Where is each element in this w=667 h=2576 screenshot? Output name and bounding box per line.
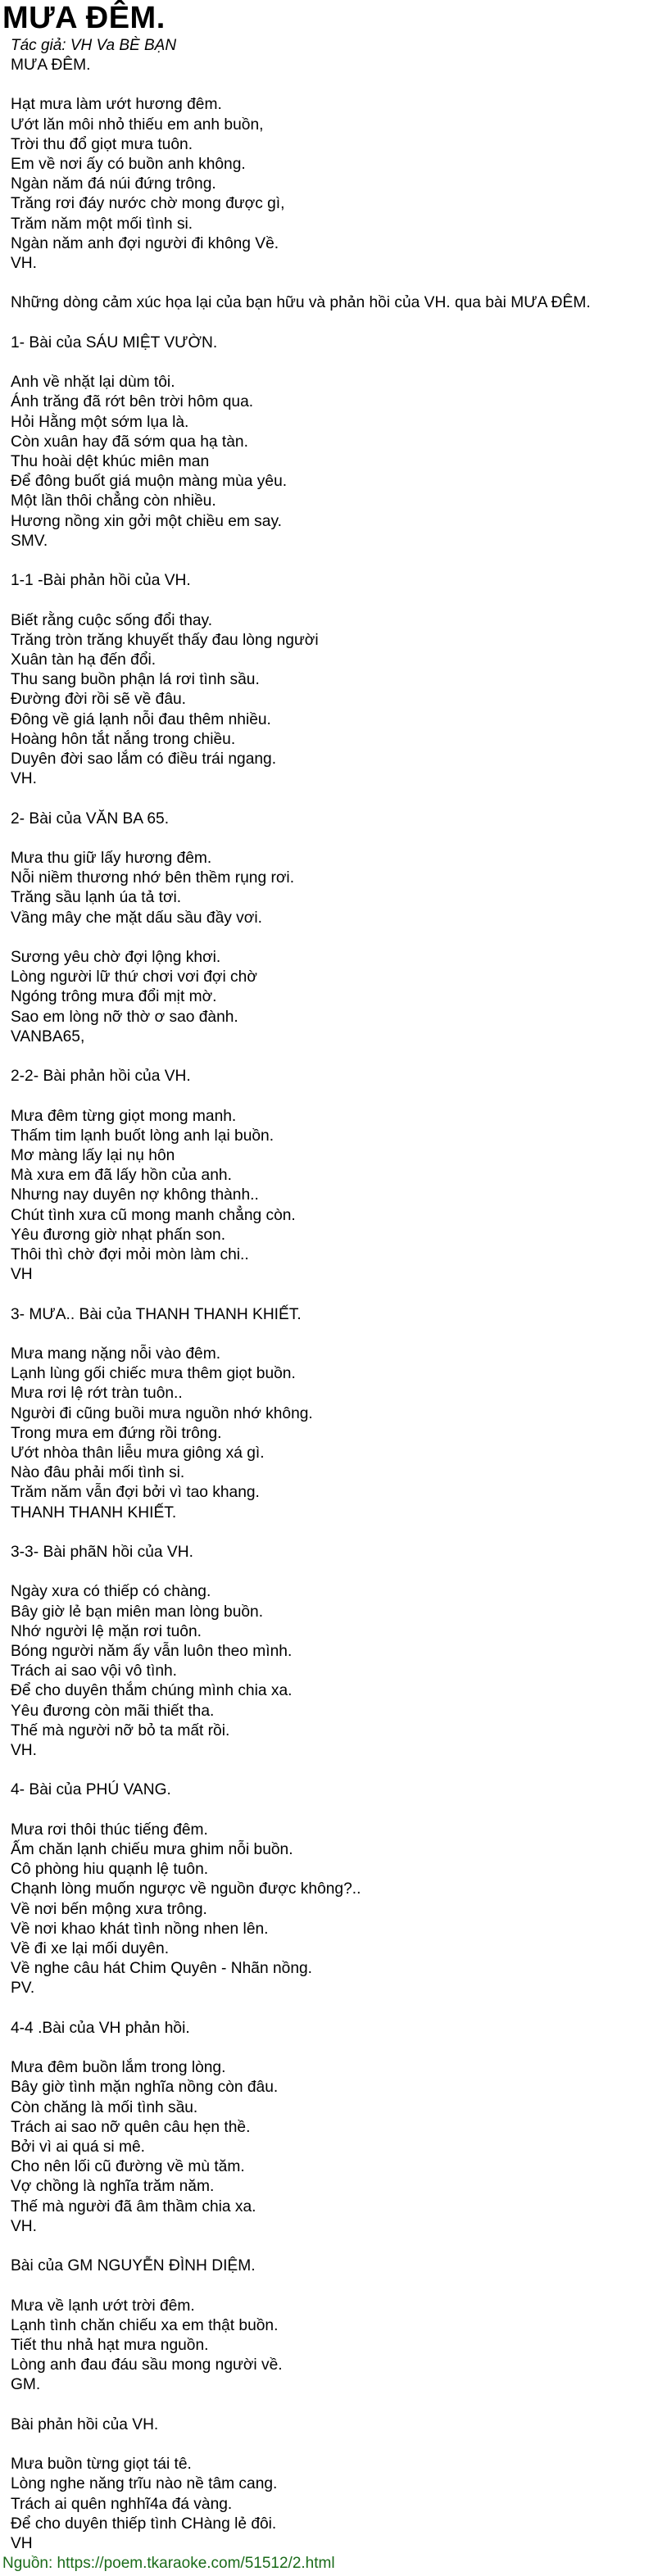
text-line: Về đi xe lại mối duyên. bbox=[11, 1940, 170, 1958]
text-line: Về nơi khao khát tình nồng nhen lên. bbox=[11, 1920, 269, 1938]
text-line: VH. bbox=[11, 255, 37, 273]
text-line: Ướt nhòa thân liễu mưa giông xá gì. bbox=[11, 1444, 265, 1463]
text-line: Về nơi bến mộng xưa trông. bbox=[11, 1900, 207, 1918]
blank-line bbox=[11, 829, 658, 849]
blank-line bbox=[11, 1523, 658, 1543]
blank-line bbox=[11, 1801, 658, 1821]
text-line: Thôi thì chờ đợi mỏi mòn làm chi.. bbox=[11, 1246, 249, 1264]
text-line: VH bbox=[11, 2535, 33, 2553]
blank-line bbox=[11, 1761, 658, 1780]
text-line: Hoàng hôn tắt nắng trong chiều. bbox=[11, 730, 236, 748]
text-line: Ánh trăng đã rớt bên trời hôm qua. bbox=[11, 393, 254, 411]
blank-line bbox=[11, 1562, 658, 1582]
blank-line bbox=[11, 1086, 658, 1106]
blank-line bbox=[11, 2276, 658, 2296]
text-line: Ướt lăn môi nhỏ thiếu em anh buồn, bbox=[11, 116, 264, 134]
text-line: Trời thu đổ giọt mưa tuôn. bbox=[11, 135, 193, 153]
text-line: Trong mưa em đứng rồi trông. bbox=[11, 1424, 222, 1442]
text-line: Để cho duyên thắm chúng mình chia xa. bbox=[11, 1682, 293, 1700]
text-line: Hương nồng xin gởi một chiều em say. bbox=[11, 512, 282, 530]
text-line: VH. bbox=[11, 2217, 37, 2235]
text-line: Cho nên lối cũ đường về mù tăm. bbox=[11, 2158, 245, 2176]
text-line: 1-1 -Bài phản hồi của VH. bbox=[11, 572, 191, 590]
text-line: Mơ màng lấy lại nụ hôn bbox=[11, 1147, 175, 1164]
text-line: Biết rằng cuộc sống đổi thay. bbox=[11, 611, 213, 629]
blank-line bbox=[11, 1285, 658, 1304]
text-line: Người đi cũng buồi mưa nguồn nhớ không. bbox=[11, 1404, 313, 1422]
text-line: Mưa rơi thôi thúc tiếng đêm. bbox=[11, 1821, 208, 1839]
text-line: Những dòng cảm xúc họa lại của bạn hữu và phản hồi của VH. qua bài MƯA ĐÊM. bbox=[11, 294, 591, 312]
page-title: MƯA ĐÊM. bbox=[2, 1, 166, 35]
blank-line bbox=[11, 353, 658, 373]
blank-line bbox=[11, 274, 658, 293]
poem-content bbox=[11, 56, 658, 2554]
text-line: Cô phòng hiu quạnh lệ tuôn. bbox=[11, 1861, 209, 1879]
text-line: Hạt mưa làm ướt hương đêm. bbox=[11, 96, 222, 114]
text-line: Mưa rơi lệ rớt tràn tuôn.. bbox=[11, 1385, 183, 1403]
blank-line bbox=[11, 591, 658, 610]
text-line: Để cho duyên thiếp tình CHàng lẻ đôi. bbox=[11, 2515, 277, 2533]
blank-line bbox=[11, 1047, 658, 1067]
text-line: Để đông buốt giá muộn màng mùa yêu. bbox=[11, 473, 288, 491]
text-line: Trách ai quên nghhĩ4a đá vàng. bbox=[11, 2495, 233, 2513]
text-line: Trăm năm vẫn đợi bởi vì tao khang. bbox=[11, 1484, 260, 1502]
blank-line bbox=[11, 75, 658, 95]
text-line: Nỗi niềm thương nhớ bên thềm rụng rơi. bbox=[11, 869, 295, 887]
text-line: Ấm chăn lạnh chiếu mưa ghim nỗi buồn. bbox=[11, 1841, 293, 1859]
text-line: Lòng anh đau đáu sầu mong người về. bbox=[11, 2356, 283, 2374]
blank-line bbox=[11, 928, 658, 948]
text-line: Trăng tròn trăng khuyết thấy đau lòng người bbox=[11, 631, 319, 649]
text-line: Lạnh tình chăn chiếu xa em thật buồn. bbox=[11, 2316, 279, 2334]
text-line: Yêu đương giờ nhạt phấn son. bbox=[11, 1226, 226, 1244]
text-line: Vầng mây che mặt dấu sầu đầy vơi. bbox=[11, 909, 262, 927]
text-line: VH bbox=[11, 1266, 33, 1284]
text-line: Trách ai sao nỡ quên câu hẹn thề. bbox=[11, 2118, 251, 2136]
text-line: Lòng người lữ thứ chơi vơi đợi chờ bbox=[11, 968, 257, 986]
text-line: Thế mà người nỡ bỏ ta mất rồi. bbox=[11, 1721, 230, 1739]
text-line: Thu sang buồn phận lá rơi tình sầu. bbox=[11, 671, 260, 689]
text-line: Bài của GM NGUYỄN ĐÌNH DIỆM. bbox=[11, 2257, 256, 2275]
text-line: Nhưng nay duyên nợ không thành.. bbox=[11, 1186, 259, 1204]
text-line: 4- Bài của PHÚ VANG. bbox=[11, 1781, 171, 1799]
text-line: Mưa mang nặng nỗi vào đêm. bbox=[11, 1345, 221, 1363]
text-line: Trách ai sao vội vô tình. bbox=[11, 1662, 177, 1680]
text-line: Tiết thu nhả hạt mưa nguồn. bbox=[11, 2337, 209, 2355]
text-line: Chút tình xưa cũ mong manh chẳng còn. bbox=[11, 1206, 296, 1224]
text-line: Lòng nghe năng trĩu nào nề tâm cang. bbox=[11, 2475, 278, 2493]
text-line: Thế mà người đã âm thầm chia xa. bbox=[11, 2197, 256, 2215]
text-line: Chạnh lòng muốn ngược về nguồn được không?.. bbox=[11, 1880, 361, 1898]
source-link[interactable]: Nguồn: https://poem.tkaraoke.com/51512/2.html bbox=[2, 2555, 335, 2572]
text-line: THANH THANH KHIẾT. bbox=[11, 1503, 177, 1522]
blank-line bbox=[11, 1325, 658, 1345]
text-line: Bây giờ lẻ bạn miên man lòng buồn. bbox=[11, 1603, 264, 1621]
text-line: Em về nơi ấy có buồn anh không. bbox=[11, 156, 246, 173]
text-line: Về nghe câu hát Chim Quyên - Nhãn nồng. bbox=[11, 1960, 312, 1978]
text-line: 1- Bài của SÁU MIỆT VƯỜN. bbox=[11, 333, 218, 351]
text-line: Ngày xưa có thiếp có chàng. bbox=[11, 1583, 211, 1601]
text-line: Trăm năm một mối tình si. bbox=[11, 215, 193, 233]
text-line: 4-4 .Bài của VH phản hồi. bbox=[11, 2019, 190, 2037]
text-line: 2-2- Bài phản hồi của VH. bbox=[11, 1068, 191, 1086]
text-line: 3-3- Bài phãN hồi của VH. bbox=[11, 1544, 193, 1562]
text-line: Còn xuân hay đã sớm qua hạ tàn. bbox=[11, 433, 248, 451]
blank-line bbox=[11, 2237, 658, 2256]
text-line: Còn chăng là mối tình sầu. bbox=[11, 2098, 198, 2116]
blank-line bbox=[11, 1999, 658, 2019]
blank-line bbox=[11, 551, 658, 571]
text-line: Lạnh lùng gối chiếc mưa thêm giọt buồn. bbox=[11, 1365, 296, 1383]
text-line: Yêu đương còn mãi thiết tha. bbox=[11, 1702, 215, 1720]
text-line: Sương yêu chờ đợi lộng khơi. bbox=[11, 949, 221, 966]
text-line: Xuân tàn hạ đến đổi. bbox=[11, 651, 157, 669]
text-line: Sao em lòng nỡ thờ ơ sao đành. bbox=[11, 1008, 238, 1026]
text-line: Trăng sầu lạnh úa tả tơi. bbox=[11, 889, 182, 907]
text-line: Vợ chồng là nghĩa trăm năm. bbox=[11, 2178, 215, 2196]
text-line: Ngóng trông mưa đổi mịt mờ. bbox=[11, 988, 217, 1006]
blank-line bbox=[11, 789, 658, 809]
text-line: VANBA65, bbox=[11, 1027, 85, 1045]
text-line: PV. bbox=[11, 1980, 35, 1998]
text-line: Mưa đêm từng giọt mong manh. bbox=[11, 1107, 237, 1125]
text-line: Nhớ người lệ mặn rơi tuôn. bbox=[11, 1622, 202, 1640]
text-line: GM. bbox=[11, 2376, 41, 2394]
text-line: VH. bbox=[11, 1742, 37, 1760]
source-footer[interactable] bbox=[2, 2554, 335, 2574]
text-line: Ngàn năm đá núi đứng trông. bbox=[11, 175, 216, 193]
text-line: Trăng rơi đáy nước chờ mong được gì, bbox=[11, 195, 285, 213]
text-line: Bóng người năm ấy vẫn luôn theo mình. bbox=[11, 1643, 293, 1661]
text-line: Thấm tim lạnh buốt lòng anh lại buồn. bbox=[11, 1127, 275, 1145]
blank-line bbox=[11, 314, 658, 333]
author-line: Tác giả: VH Va BÈ BẠN bbox=[11, 37, 177, 54]
text-line: Thu hoài dệt khúc miên man bbox=[11, 453, 210, 470]
blank-line bbox=[11, 2039, 658, 2058]
text-line: Nào đâu phải mối tình si. bbox=[11, 1464, 185, 1482]
blank-line bbox=[11, 2435, 658, 2455]
text-line: Hỏi Hằng một sớm lụa là. bbox=[11, 413, 189, 431]
text-line: Bởi vì ai quá si mê. bbox=[11, 2138, 146, 2156]
text-line: Đường đời rồi sẽ về đâu. bbox=[11, 691, 186, 709]
text-line: VH. bbox=[11, 770, 37, 788]
text-line: Mưa thu giữ lấy hương đêm. bbox=[11, 850, 212, 867]
text-line: Bây giờ tình mặn nghĩa nồng còn đâu. bbox=[11, 2079, 279, 2097]
text-line: MƯA ĐÊM. bbox=[11, 57, 91, 74]
text-line: 2- Bài của VĂN BA 65. bbox=[11, 810, 170, 828]
text-line: Mưa đêm buồn lắm trong lòng. bbox=[11, 2059, 226, 2077]
text-line: Anh về nhặt lại dùm tôi. bbox=[11, 374, 175, 392]
text-line: Mưa buồn từng giọt tái tê. bbox=[11, 2456, 192, 2474]
blank-line bbox=[11, 2396, 658, 2415]
text-line: 3- MƯA.. Bài của THANH THANH KHIẾT. bbox=[11, 1305, 302, 1323]
text-line: Mưa về lạnh ướt trời đêm. bbox=[11, 2297, 195, 2315]
text-line: Một lần thôi chẳng còn nhiều. bbox=[11, 492, 216, 510]
text-line: Bài phản hồi của VH. bbox=[11, 2415, 159, 2433]
text-line: Mà xưa em đã lấy hồn của anh. bbox=[11, 1167, 232, 1185]
text-line: Đông về giá lạnh nỗi đau thêm nhiều. bbox=[11, 710, 271, 728]
text-line: SMV. bbox=[11, 532, 48, 550]
text-line: Duyên đời sao lắm có điều trái ngang. bbox=[11, 751, 277, 769]
text-line: Ngàn năm anh đợi người đi không Về. bbox=[11, 234, 279, 252]
